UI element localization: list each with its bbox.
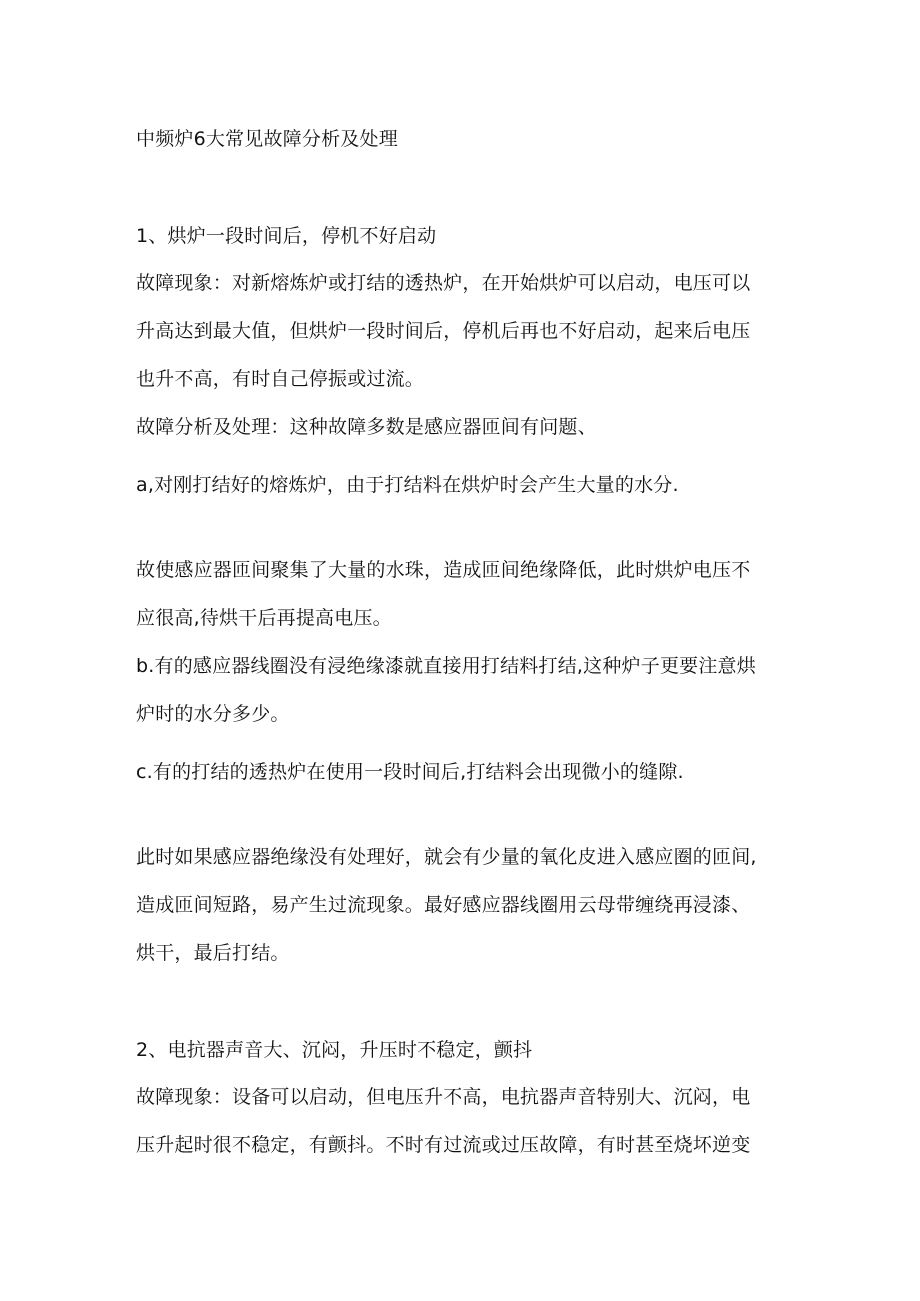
- paragraph-line: c.有的打结的透热炉在使用一段时间后,打结料会出现微小的缝隙.: [136, 761, 684, 783]
- paragraph-line: 故障现象：设备可以启动，但电压升不高，电抗器声音特别大、沉闷，电: [136, 1086, 751, 1108]
- paragraph-line: 升高达到最大值，但烘炉一段时间后，停机后再也不好启动，起来后电压: [136, 320, 751, 342]
- paragraph-line: b.有的感应器线圈没有浸绝缘漆就直接用打结料打结,这种炉子更要注意烘: [136, 655, 756, 677]
- paragraph-line: 故使感应器匝间聚集了大量的水珠，造成匝间绝缘降低，此时烘炉电压不: [136, 559, 751, 581]
- section-heading-1: 1、烘炉一段时间后，停机不好启动: [136, 225, 437, 247]
- document-title: 中频炉6大常见故障分析及处理: [136, 128, 398, 150]
- paragraph-line: 压升起时很不稳定，有颤抖。不时有过流或过压故障，有时甚至烧坏逆变: [136, 1134, 751, 1156]
- paragraph-line: 故障现象：对新熔炼炉或打结的透热炉，在开始烘炉可以启动，电压可以: [136, 272, 751, 294]
- paragraph-line: 烘干，最后打结。: [136, 942, 290, 964]
- paragraph-line: 造成匝间短路，易产生过流现象。最好感应器线圈用云母带缠绕再浸漆、: [136, 894, 751, 916]
- paragraph-line: 故障分析及处理：这种故障多数是感应器匝间有问题、: [136, 416, 597, 438]
- paragraph-line: 应很高,待烘干后再提高电压。: [136, 607, 392, 629]
- paragraph-line: 也升不高，有时自己停振或过流。: [136, 368, 425, 390]
- paragraph-line: 炉时的水分多少。: [136, 703, 290, 725]
- paragraph-line: a,对刚打结好的熔炼炉，由于打结料在烘炉时会产生大量的水分.: [136, 474, 679, 496]
- section-heading-2: 2、电抗器声音大、沉闷，升压时不稳定，颤抖: [136, 1039, 533, 1061]
- paragraph-line: 此时如果感应器绝缘没有处理好，就会有少量的氧化皮进入感应圈的匝间,: [136, 846, 757, 868]
